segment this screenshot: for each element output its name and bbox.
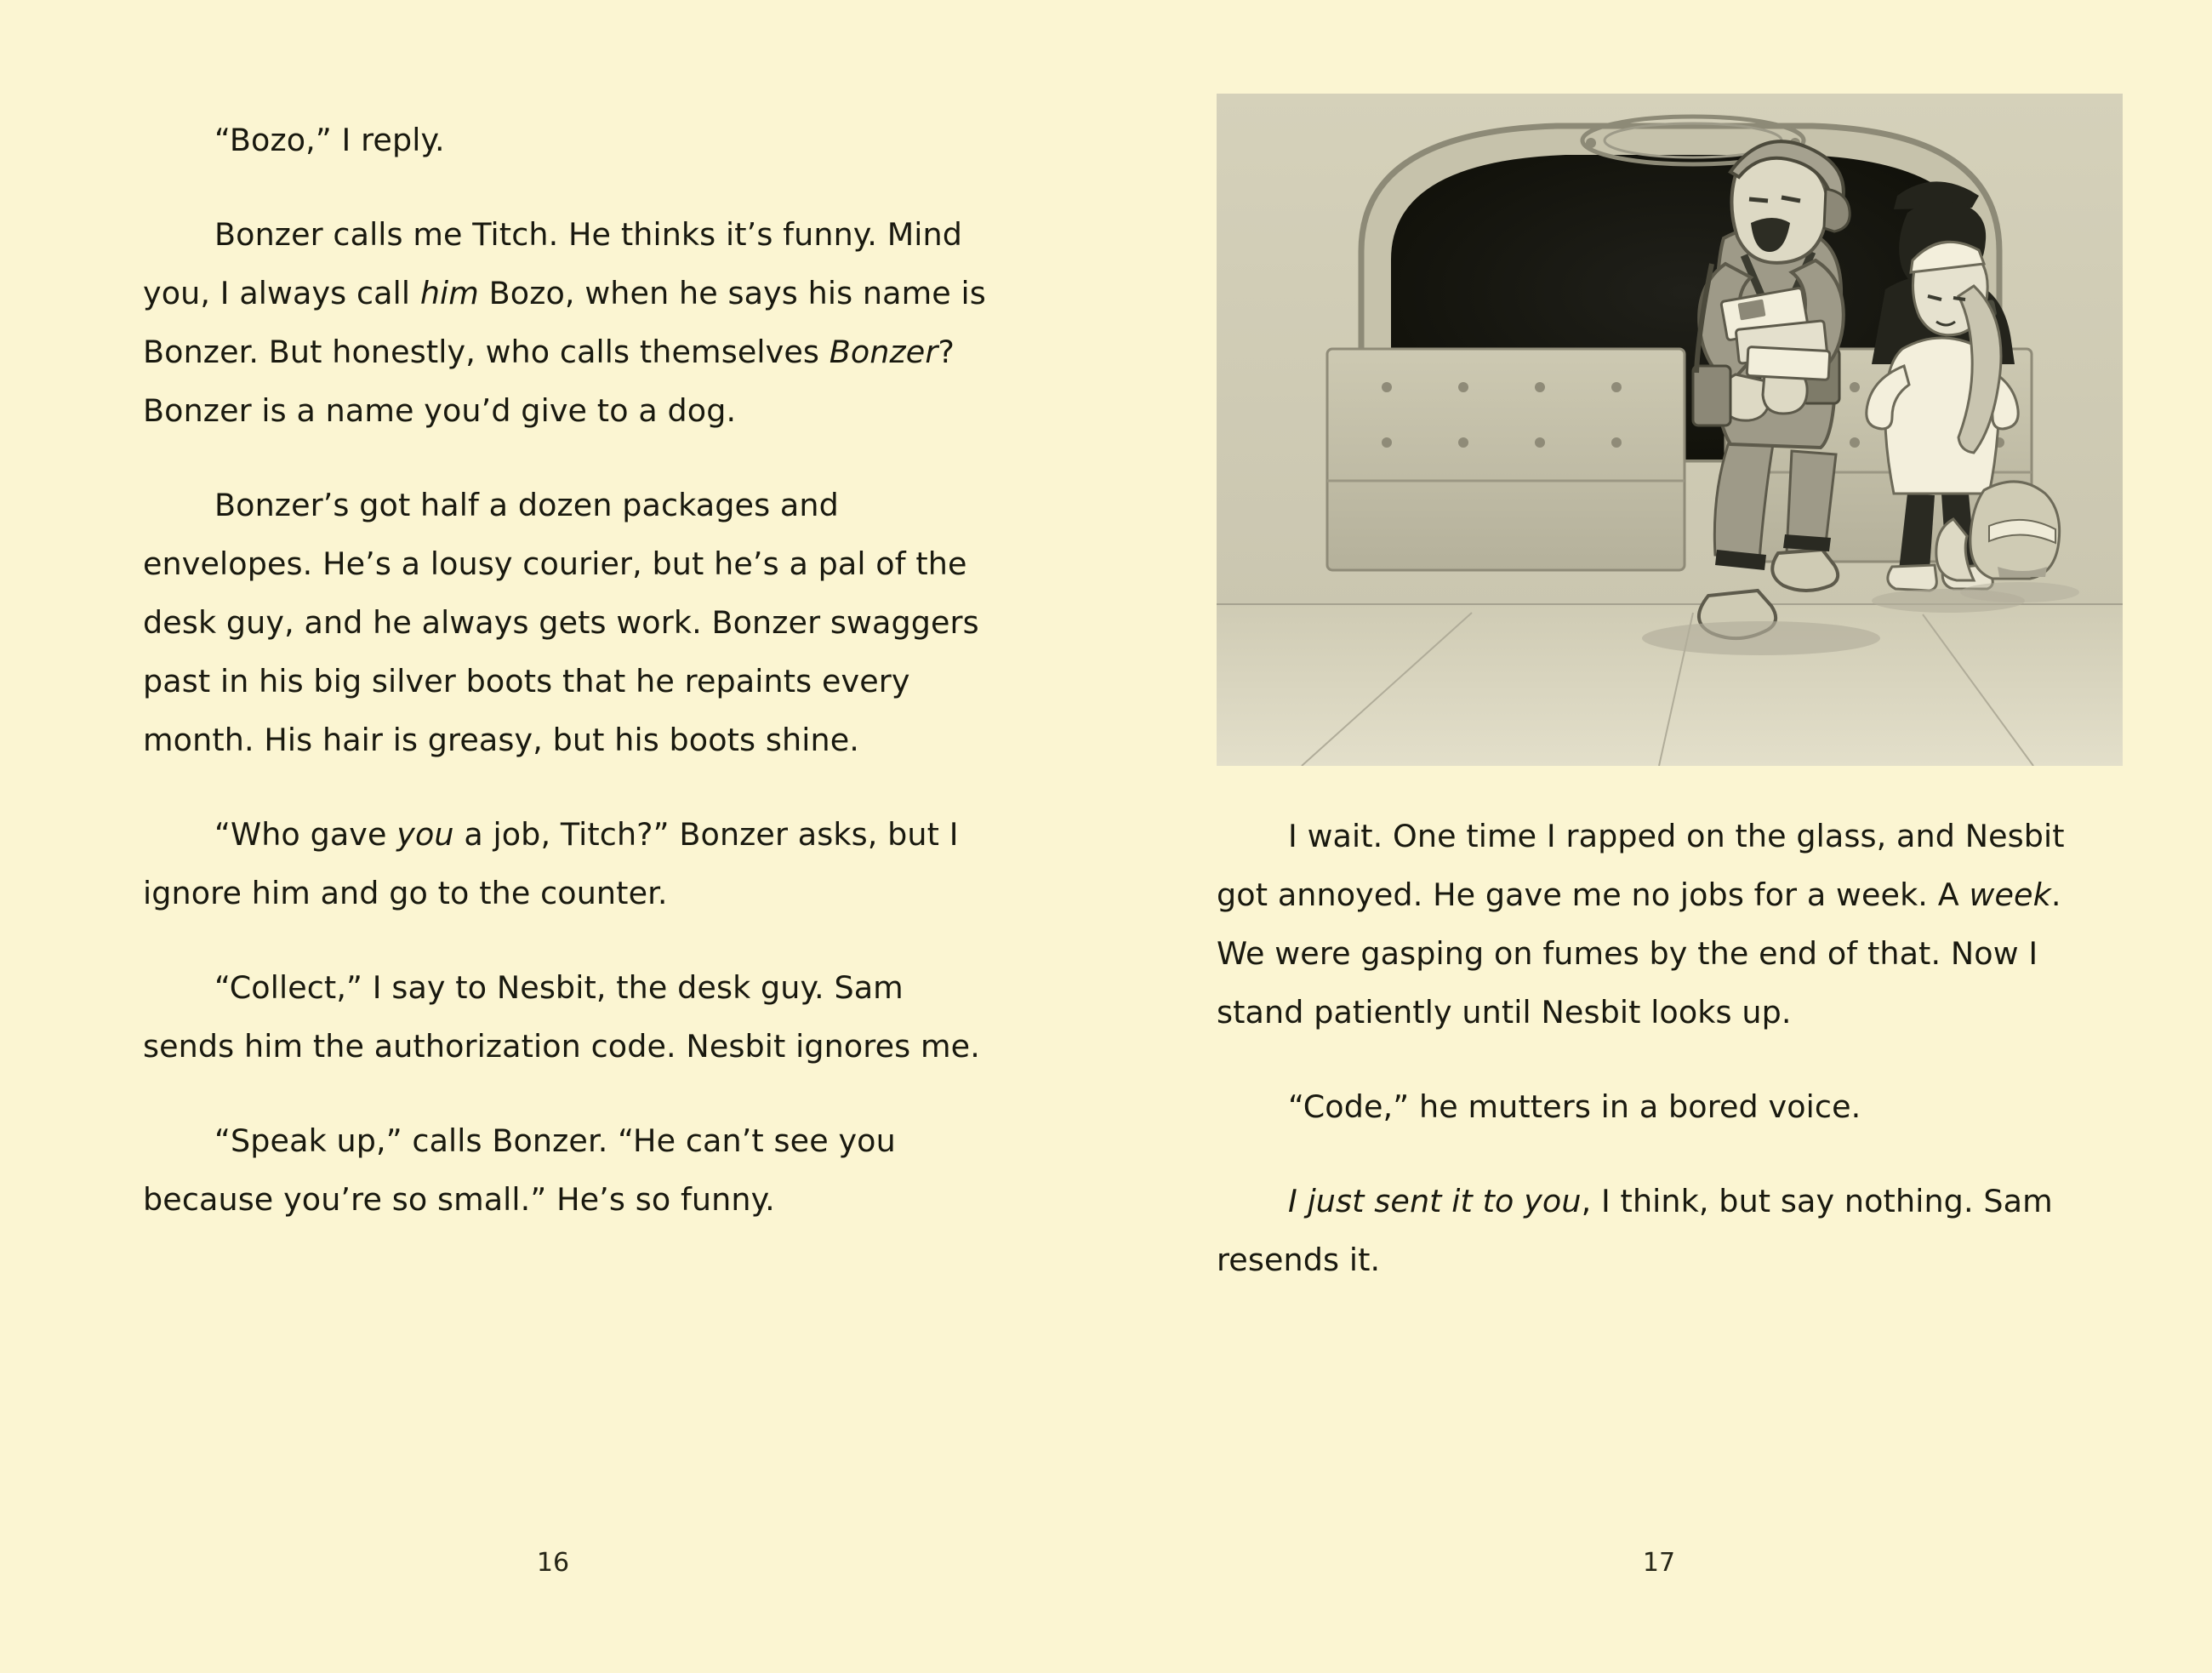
paragraph: Bonzer’s got half a dozen packages and envelopes. He’s a lousy courier, but he’s a pal of the desk guy, and he always gets work. Bonzer swaggers past in his big silver boots that he repaints every month. His hair is greasy, but his boots shine.	[143, 487, 979, 758]
right-page	[1106, 0, 2212, 1673]
left-page-body	[143, 111, 995, 1229]
page-number-left: 16	[536, 1548, 570, 1578]
paragraph: “Collect,” I say to Nesbit, the desk guy. Sam sends him the authorization code. Nesbit ignores me.	[143, 969, 980, 1065]
paragraph: “Who gave you a job, Titch?” Bonzer asks, but I ignore him and go to the counter.	[143, 816, 959, 911]
illustration-artwork	[1217, 94, 2123, 766]
page-number-right: 17	[1642, 1548, 1676, 1578]
emphasis: him	[419, 275, 479, 311]
emphasis: Bonzer	[829, 334, 938, 370]
right-page-body	[1217, 807, 2069, 1289]
emphasis: you	[396, 816, 454, 853]
paragraph: Bonzer calls me Titch. He thinks it’s funny. Mind you, I always call him Bozo, when he says his name is Bonzer. But honestly, who calls themselves Bonzer? Bonzer is a name you’d give to a dog.	[143, 216, 986, 429]
paragraph: I just sent it to you, I think, but say nothing. Sam resends it.	[1217, 1183, 2053, 1278]
paragraph: I wait. One time I rapped on the glass, and Nesbit got annoyed. He gave me no jobs for a week. A week. We were gasping on fumes by the end of that. Now I stand patiently until Nesbit looks up.	[1217, 818, 2065, 1031]
paragraph: “Code,” he mutters in a bored voice.	[1288, 1088, 1861, 1125]
emphasis: week	[1969, 876, 2051, 913]
paragraph: “Bozo,” I reply.	[214, 122, 445, 158]
paragraph: “Speak up,” calls Bonzer. “He can’t see you because you’re so small.” He’s so funny.	[143, 1122, 896, 1218]
emphasis: I just sent it to you	[1288, 1183, 1582, 1219]
courier-depot-counter-illustration	[1217, 94, 2123, 766]
